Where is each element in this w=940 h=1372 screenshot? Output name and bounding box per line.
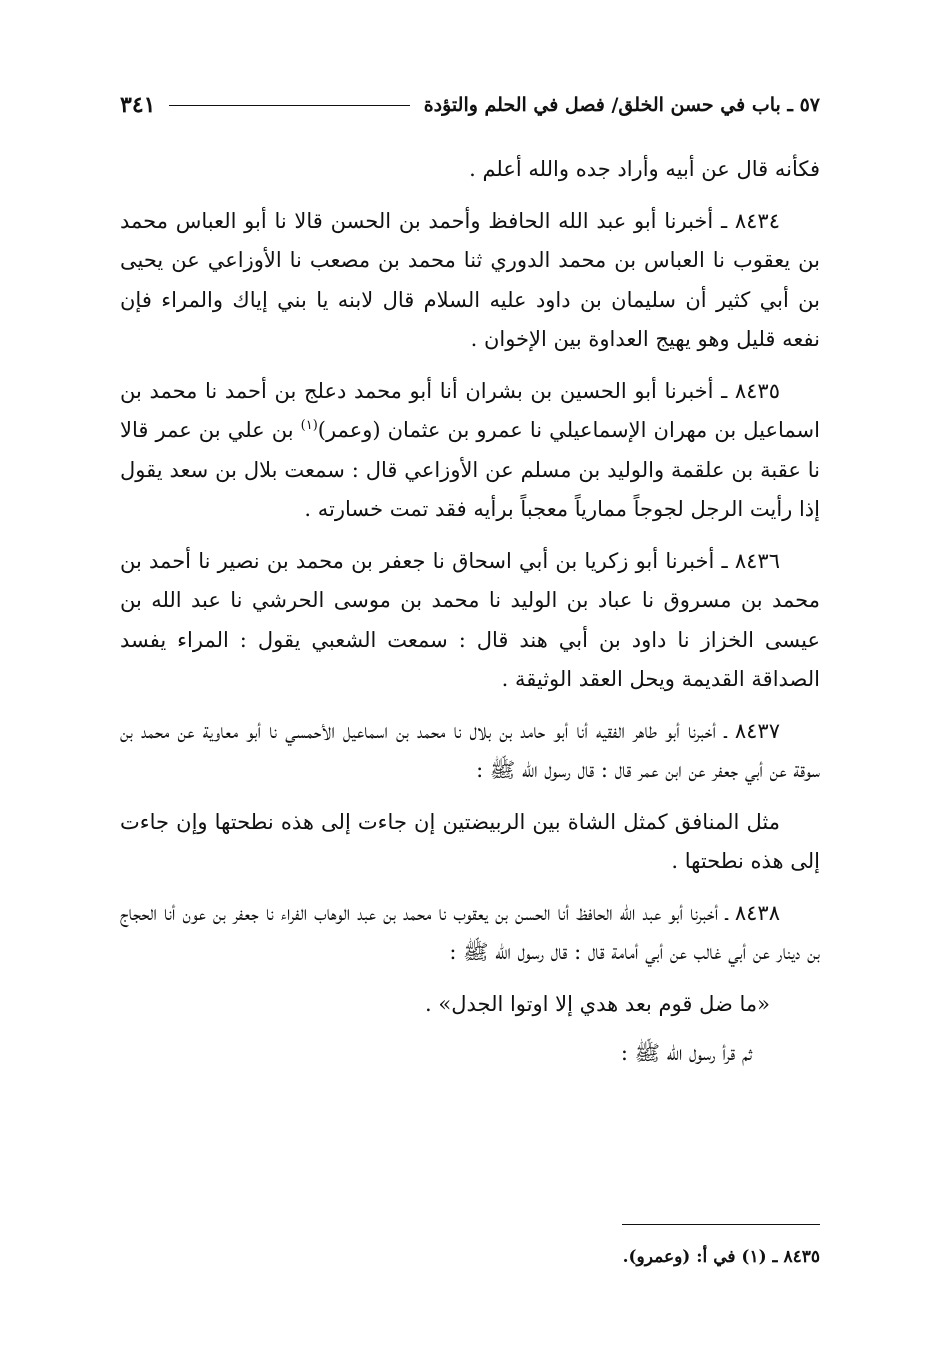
page-header xyxy=(120,88,820,122)
hadith-8434 xyxy=(120,202,820,360)
hadith-8436 xyxy=(120,542,820,700)
hadith-8437-quote xyxy=(120,803,820,882)
intro-line: فكأنه قال عن أبيه وأراد جده والله أعلم . xyxy=(469,157,820,181)
hadith-8435 xyxy=(120,372,820,530)
hadith-8438 xyxy=(120,894,820,973)
hadith-text-part: بن علي بن عمر قالا نا عقبة بن علقمة والوليد بن مسلم عن الأوزاعي قال : سمعت بلال بن سعد يقول إذا رأيت الرجل لجوجاً ممارياً معجباً برأيه فقد تمت خسارته . xyxy=(120,418,820,521)
hadith-text: ٨٤٣٤ ـ أخبرنا أبو عبد الله الحافظ وأحمد بن الحسن قالا نا أبو العباس محمد بن يعقوب نا العباس بن محمد الدوري ثنا محمد بن مصعب نا الأوزاعي عن يحيى بن أبي كثير أن سليمان بن داود عليه السلام قال لابنه يا بني إياك والمراء فإن نفعه قليل وهو يهيج العداوة بين الإخوان . xyxy=(120,208,820,351)
header-rule xyxy=(169,105,409,106)
running-title: ٥٧ ـ باب في حسن الخلق/ فصل في الحلم والتؤدة xyxy=(423,94,820,116)
footnote-marker: (١) xyxy=(300,418,318,433)
hadith-text-part: ٨٤٣٥ ـ أخبرنا أبو الحسين بن بشران أنا أبو محمد دعلج بن أحمد نا محمد بن اسماعيل بن مهران الإسماعيلي نا عمرو بن عثمان (وعمر) xyxy=(120,378,820,442)
footnote-rule xyxy=(622,1224,820,1225)
footnote: ٨٤٣٥ ـ (١) في أ: (وعمرو). xyxy=(622,1247,820,1267)
page-number: ٣٤١ xyxy=(120,92,156,118)
hadith-text: ٨٤٣٨ ـ أخبرنا أبو عبد الله الحافظ أنا الحسن بن يعقوب نا محمد بن عبد الوهاب الفراء نا جعفر بن عون أنا الحجاج بن دينار عن أبي غالب عن أبي أمامة قال : قال رسول الله ﷺ : xyxy=(120,900,820,964)
hadith-text: ٨٤٣٦ ـ أخبرنا أبو زكريا بن أبي اسحاق نا جعفر بن محمد بن نصير نا أحمد بن محمد بن مسروق نا عباد بن الوليد نا محمد بن موسى الحرشي نا عبد الله بن عيسى الخزاز نا داود بن أبي هند قال : سمعت الشعبي يقول : المراء يفسد الصداقة القديمة ويحل العقد الوثيقة . xyxy=(120,548,820,691)
prophetic-saying: مثل المنافق كمثل الشاة بين الربيضتين إن جاءت إلى هذه نطحتها وإن جاءت إلى هذه نطحتها . xyxy=(120,809,820,873)
hadith-8437 xyxy=(120,712,820,791)
hadith-text: ٨٤٣٧ ـ أخبرنا أبو طاهر الفقيه أنا أبو حامد بن بلال نا محمد بن اسماعيل الأحمسي نا أبو معاوية عن محمد بن سوقة عن أبي جعفر عن ابن عمر قال : قال رسول الله ﷺ : xyxy=(120,718,820,782)
closing-line: ثم قرأ رسول الله ﷺ : xyxy=(620,1041,752,1065)
page-body xyxy=(120,150,820,1074)
prophetic-saying-8438: «ما ضل قوم بعد هدي إلا اوتوا الجدل» . xyxy=(425,991,770,1016)
hadith-text xyxy=(120,372,820,530)
